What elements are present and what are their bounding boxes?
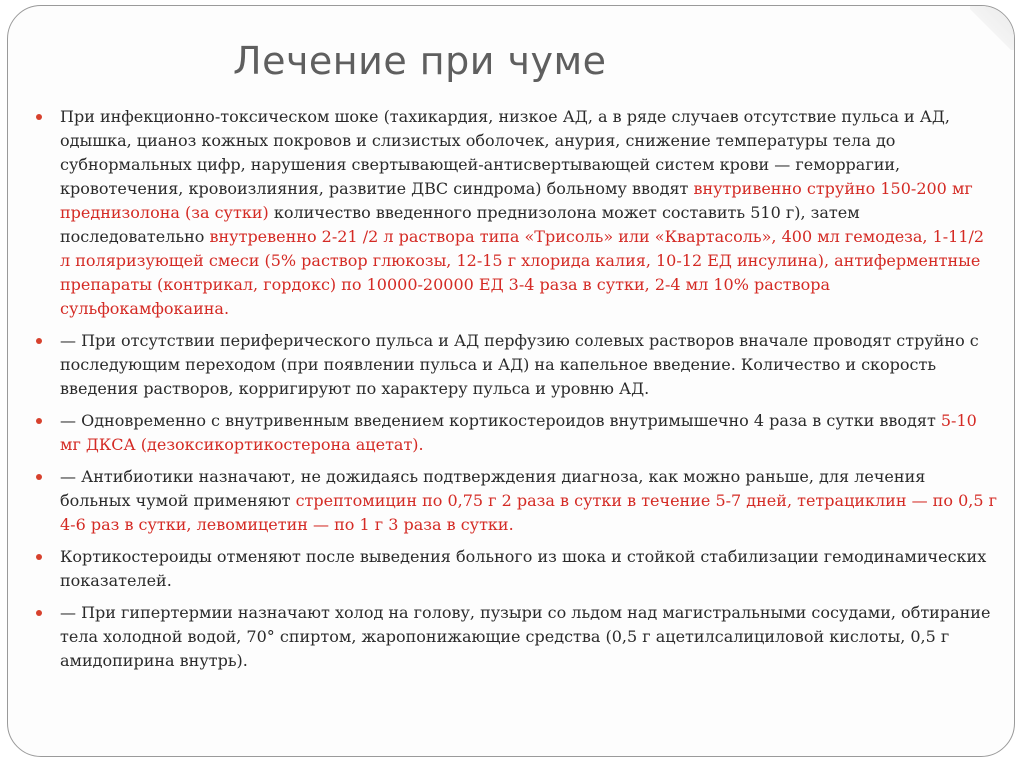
text-segment: — При отсутствии периферического пульса и АД перфузию солевых растворов вначале проводят струйно с последующим переходом (при появлении пульса и АД) на капельное введение. Количество и скорость введения растворов, корригируют по характеру пульса и уровню АД. [60,331,979,398]
text-segment: — При гипертермии назначают холод на голову, пузыри со льдом над магистральными сосудами, обтирание тела холодной водой, 70° спиртом, жаропонижающие средства (0,5 г ацетилсалициловой кислоты, 0,5 г амидопирина внутрь). [60,603,991,670]
bullet-dot-icon [36,114,42,120]
highlighted-text-segment: стрептомицин по 0,75 г 2 раза в сутки в течение 5-7 дней, тетрациклин — по 0,5 г 4-6 раз в сутки, левомицетин — по 1 г 3 раза в сутки. [60,491,997,534]
highlighted-text-segment: внутривенно струйно 150-200 мг преднизолона (за сутки) [60,179,973,222]
bullet-dot-icon [36,474,42,480]
bullet-dot-icon [36,418,42,424]
list-item [33,105,998,321]
bullet-dot-icon [36,554,42,560]
text-segment: При инфекционно-токсическом шоке (тахикардия, низкое АД, а в ряде случаев отсутствие пульса и АД, одышка, цианоз кожных покровов и слизистых оболочек, анурия, снижение температуры тела до субнормальных цифр, нарушения свертывающей-антисвертывающей систем крови — геморрагии, кровотечения, кровоизлияния, развитие ДВС синдрома) больному вводят [60,107,950,198]
slide-title: Лечение при чуме [233,39,607,83]
list-item [33,545,998,593]
highlighted-text-segment: 5-10 мг ДКСА (дезоксикортикостерона ацетат). [60,411,977,454]
list-item [33,409,998,457]
item-text [60,547,986,590]
slide-frame [7,5,1015,757]
item-text [60,411,977,454]
bullet-dot-icon [36,338,42,344]
list-item [33,601,998,673]
item-text [60,107,984,318]
slide-corner-tab [970,5,1015,50]
text-segment: — Одновременно с внутривенным введением кортикостероидов внутримышечно 4 раза в сутки вводят [60,411,941,430]
bullet-dot-icon [36,610,42,616]
list-item [33,465,998,537]
text-segment: Кортикостероиды отменяют после выведения больного из шока и стойкой стабилизации гемодинамических показателей. [60,547,987,590]
bullet-list [33,105,998,681]
list-item [33,329,998,401]
text-segment: количество введенного преднизолона может составить 510 г), затем последовательно [60,203,860,246]
highlighted-text-segment: внутревенно 2-21 /2 л раствора типа «Трисоль» или «Квартасоль», 400 мл гемодеза, 1-11/2 л поляризующей смеси (5% раствор глюкозы, 12-15 г хлорида калия, 10-12 ЕД инсулина), антиферментные препараты (контрикал, гордокс) по 10000-20000 ЕД 3-4 раза в сутки, 2-4 мл 10% раствора сульфокамфокаина. [60,227,985,318]
text-segment: — Антибиотики назначают, не дожидаясь подтверждения диагноза, как можно раньше, для лечения больных чумой применяют [60,467,926,510]
item-text [60,467,997,534]
item-text [60,331,979,398]
item-text [60,603,990,670]
